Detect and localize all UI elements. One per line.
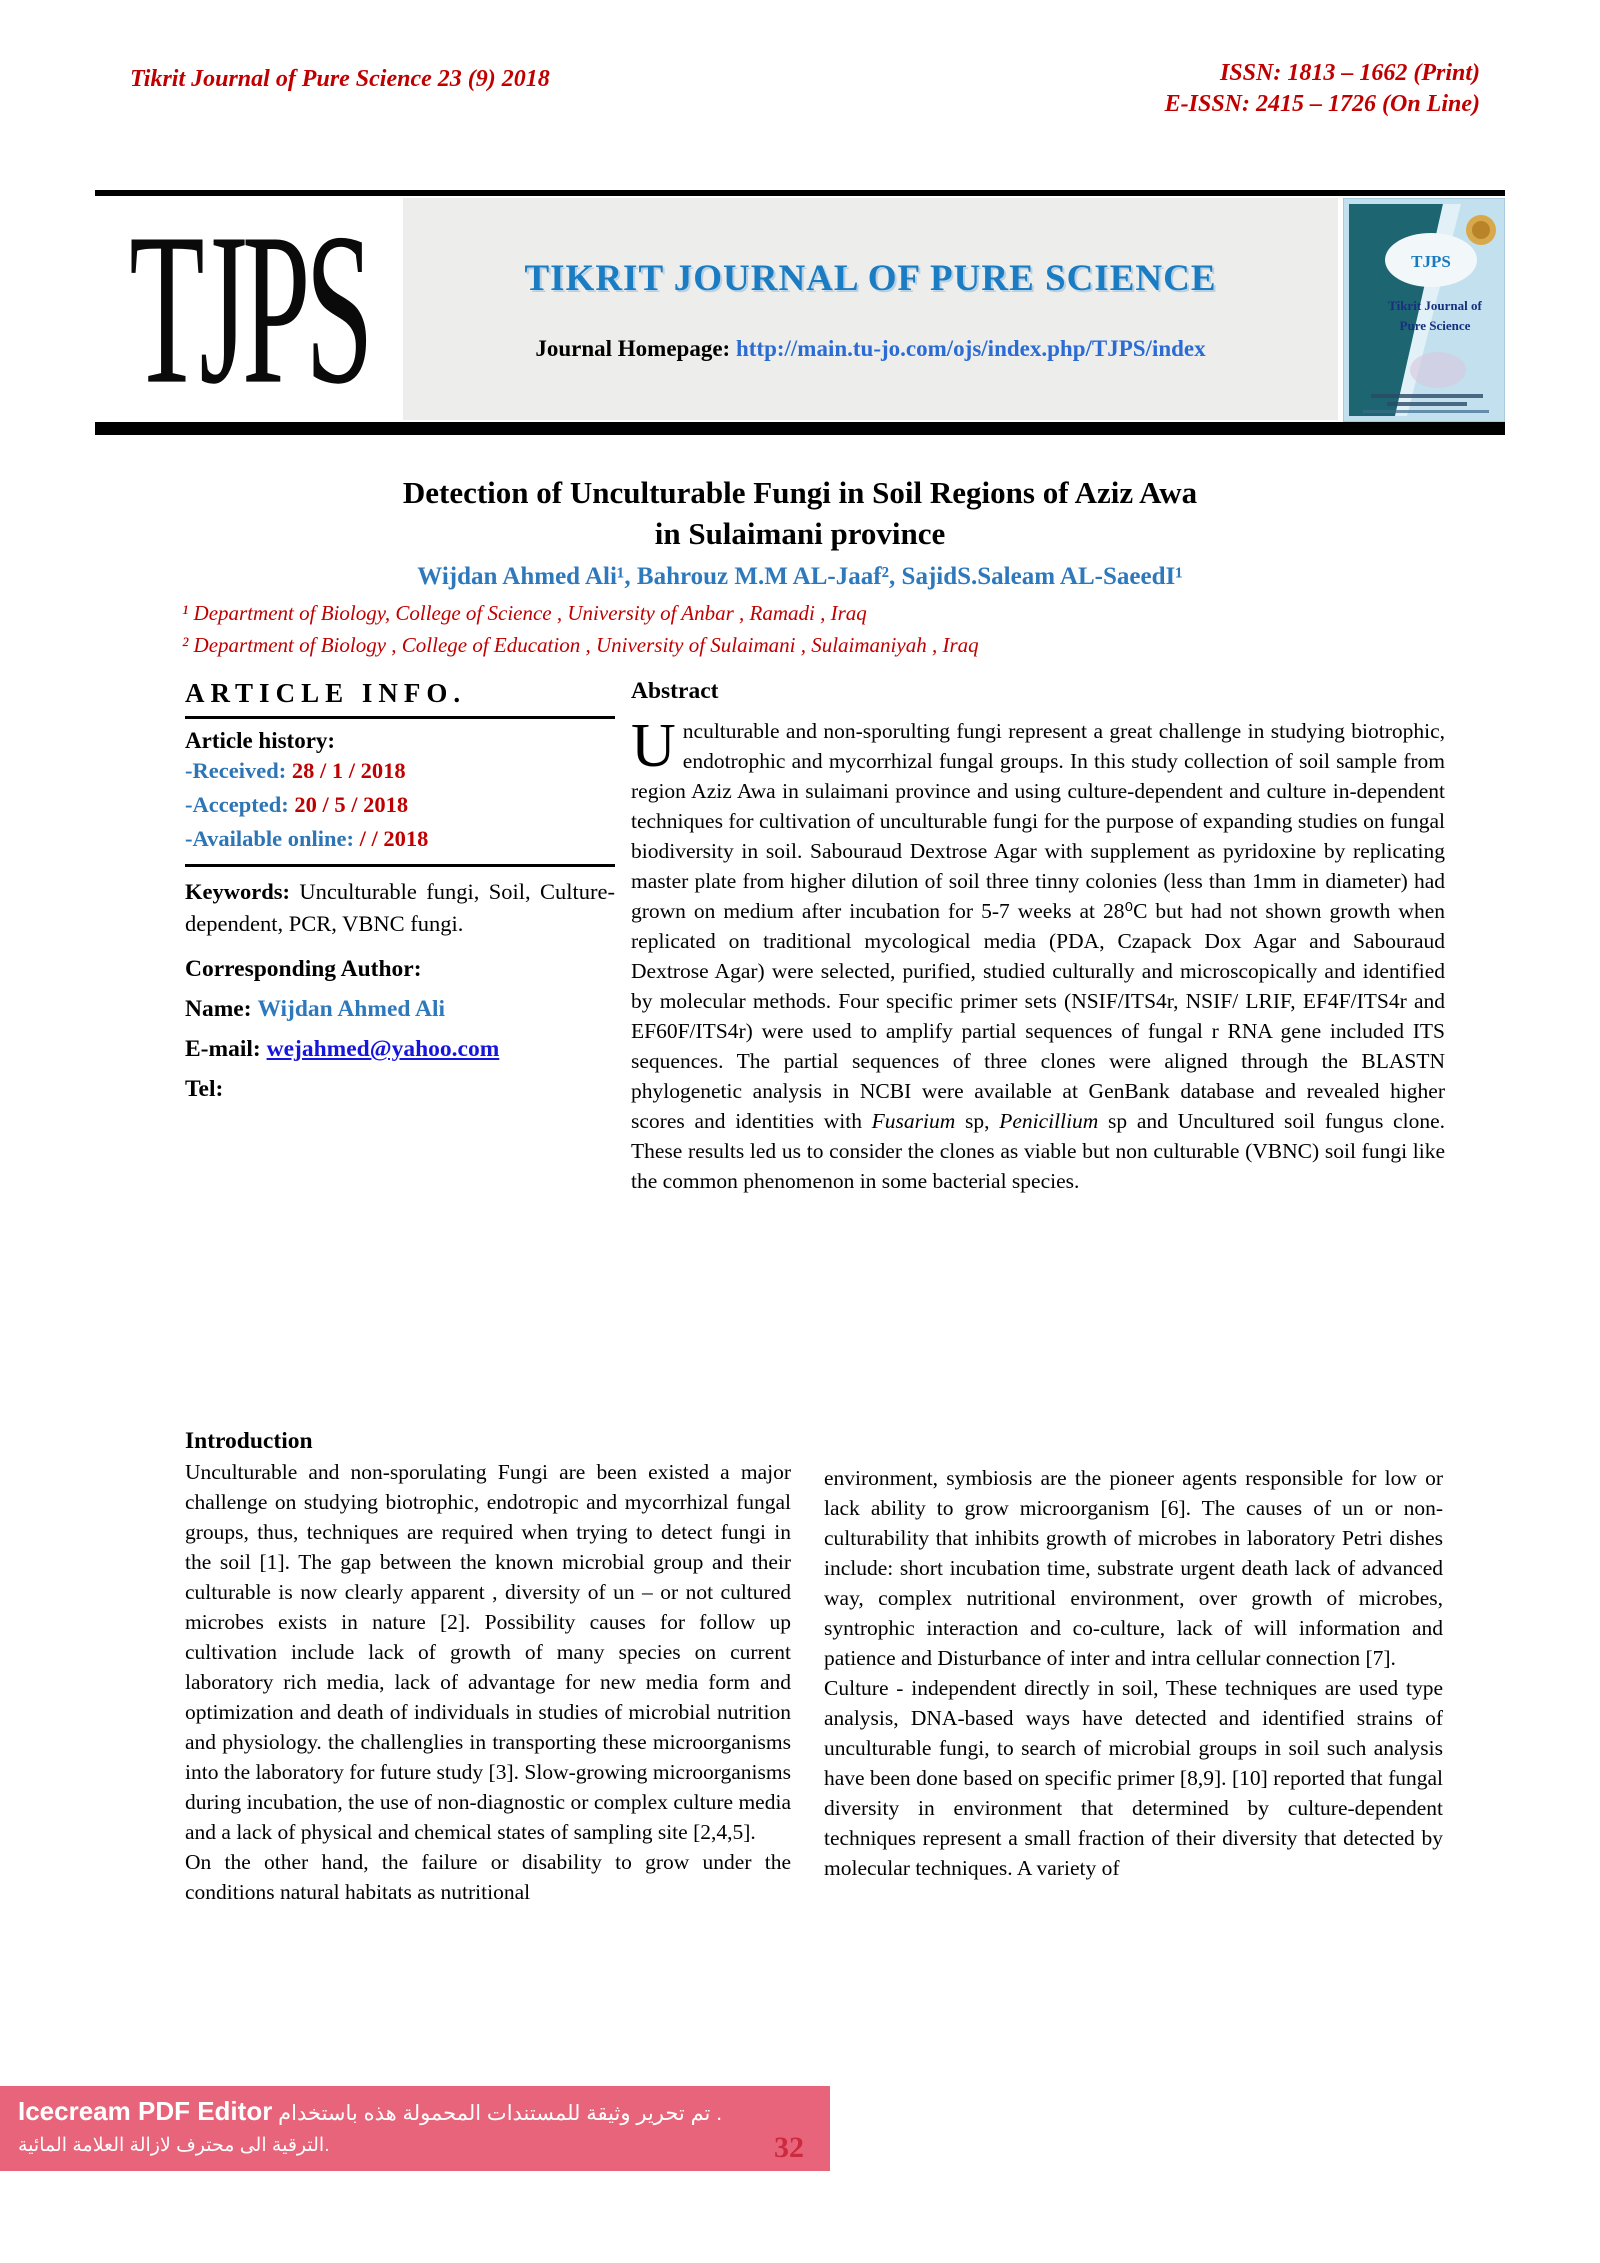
introduction-left-paragraph-2: On the other hand, the failure or disability to grow under the conditions natural habitats as nutritional [185, 1849, 791, 1904]
page-number: 32 [774, 2131, 804, 2164]
journal-cover-thumbnail [1343, 198, 1505, 420]
keywords-block [185, 876, 615, 940]
name-value: Wijdan Ahmed Ali [257, 996, 446, 1023]
watermark-line-2 [18, 2134, 808, 2157]
authors-line: Wijdan Ahmed Ali¹, Bahrouz M.M AL-Jaaf², SajidS.Saleam AL-SaeedI¹ [417, 563, 1183, 591]
issn-online: E-ISSN: 2415 – 1726 (On Line) [1164, 91, 1480, 118]
article-title-line1: Detection of Unculturable Fungi in Soil Regions of Aziz Awa [402, 475, 1198, 510]
author-name-line [185, 996, 615, 1023]
homepage-link[interactable]: http://main.tu-jo.com/ojs/index.php/TJPS/index [735, 335, 1206, 361]
issn-block [1165, 58, 1480, 120]
homepage-line [535, 336, 1205, 362]
abstract-part2: sp, [955, 1108, 1000, 1133]
accepted-value: 20 / 5 / 2018 [294, 791, 409, 817]
name-label: Name: [185, 996, 252, 1023]
watermark-line-1 [18, 2096, 808, 2127]
title-block [150, 472, 1450, 661]
watermark-arabic-1: تم تحرير وثيقة للمستندات المحمولة هذه باستخدام . [278, 2102, 723, 2125]
received-value: 28 / 1 / 2018 [291, 758, 406, 783]
introduction-left-paragraph-1: Unculturable and non-sporulating Fungi are been existed a major challenge on studying biotrophic, endotropic and mycorrhizal fungal groups, thus, techniques are required when trying to detect fungi in the soil [1]. The gap between the known microbial group and their culturable is now clearly apparent , diversity of un – or not cultured microbes exists in nature [2]. Possibility causes for follow up cultivation include lack of growth of many species on current laboratory rich media, lack of advantage for new media form and optimization and death of individuals in studies of microbial nutrition and physiology. the challenglies in transporting these microorganisms into the laboratory for future study [3]. Slow-growing microorganisms during incubation, the use of non-diagnostic or complex culture media and a lack of physical and chemical states of sampling site [2,4,5]. [185, 1460, 791, 1844]
affiliation-1: ¹ Department of Biology, College of Science , University of Anbar , Ramadi , Iraq [182, 601, 867, 626]
available-online-line [185, 822, 615, 856]
page-header [130, 58, 1480, 120]
introduction-right-paragraph-2: Culture - independent directly in soil, These techniques are used type analysis, DNA-based ways have detected and identified strains of unculturable fungi, to search of microbial groups in soil such analysis have been done based on specific primer [8,9]. [10] reported that fungal diversity in environment that determined by culture-dependent techniques represent a small fraction of their diversity that detected by molecular techniques. A variety of [824, 1675, 1443, 1880]
article-title [150, 472, 1450, 554]
introduction-right-paragraph-1: environment, symbiosis are the pioneer agents responsible for low or lack ability to grow microorganism [6]. The causes of un or non-culturability that inhibits growth of microbes in laboratory Petri dishes include: short incubation time, substrate urgent death lack of advanced way, complex nutritional environment, over growth of microbes, syntrophic interaction and co-culture, lack of will information and patience and Disturbance of inter and intra cellular connection [7]. [824, 1466, 1443, 1670]
abstract-heading: Abstract [631, 678, 719, 704]
keywords-text: Unculturable fungi, Soil, Culture-dependent, PCR, VBNC fungi. [185, 879, 615, 937]
abstract-text [631, 712, 1445, 1197]
journal-reference: Tikrit Journal of Pure Science 23 (9) 2018 [130, 66, 550, 92]
article-history-label: Article history: [185, 728, 336, 753]
abstract-part3: sp and Uncultured soil fungus clone. These results led us to consider the clones as viable but non culturable (VBNC) soil fungi like the common phenomenon in some bacterial species. [631, 1108, 1445, 1193]
watermark-arabic-2: الترقية الى محترف لازالة العلامة المائية. [18, 2135, 330, 2156]
author-tel-line [185, 1076, 615, 1103]
abstract-italic-fusarium: Fusarium [871, 1108, 956, 1133]
tjps-logo-text: TJPS [129, 188, 369, 430]
available-online-label: -Available online: [185, 825, 354, 851]
introduction-heading: Introduction [185, 1428, 313, 1454]
journal-cover-art [1343, 198, 1505, 422]
issn-print: ISSN: 1813 – 1662 (Print) [1219, 60, 1480, 86]
corresponding-author-label: Corresponding Author: [185, 956, 422, 983]
abstract-part1: nculturable and non-sporulting fungi represent a great challenge in studying biotrophic, endotrophic and mycorrhizal fungal groups. In this study collection of soil sample from region Aziz Awa in sulaimani province and using culture-dependent and culture in-dependent techniques for cultivation of unculturable fungi for the purpose of expanding studies on fungal biodiversity in soil. Sabouraud Dextrose Agar with supplement as pyridoxine by replicating master plate from higher dilution of soil three tinny colonies (less than 1mm in diameter) had grown on medium after incubation for 5-7 weeks at 28⁰C but had not shown growth when replicated on traditional mycological media (PDA, Czapack Dox Agar and Sabouraud Dextrose Agar) were selected, purified, studied culturally and microscopically and identified by molecular methods. Four specific primer sets (NSIF/ITS4r, NSIF/ LRIF, EF4F/ITS4r and EF60F/ITS4r) were used to amplify partial sequences of fungal r RNA gene included ITS sequences. The partial sequences of three clones were aligned through the BLASTN phylogenetic analysis in NCBI were available at GenBank database and revealed higher scores and identities with [631, 719, 1445, 1133]
abstract-dropcap: U [631, 712, 676, 780]
journal-name: TIKRIT JOURNAL OF PURE SCIENCE [524, 257, 1217, 299]
abstract-italic-penicillium: Penicillium [999, 1108, 1099, 1133]
banner-center-panel [403, 198, 1338, 420]
journal-banner [95, 190, 1505, 435]
received-label: -Received: [185, 758, 287, 783]
article-info-heading: ARTICLE INFO. [185, 678, 467, 708]
article-info-rule-1 [185, 716, 615, 719]
cover-tjps-text: TJPS [1411, 252, 1451, 271]
article-info-rule-2 [185, 864, 615, 867]
abstract-panel [631, 678, 1445, 1197]
cover-title-line2: Pure Science [1399, 318, 1471, 333]
article-info-panel [185, 678, 615, 1197]
accepted-line [185, 788, 615, 822]
introduction-left-column [185, 1428, 791, 1908]
email-link[interactable]: wejahmed@yahoo.com [266, 1036, 500, 1063]
tjps-logo [95, 188, 403, 430]
received-line [185, 754, 615, 788]
homepage-label: Journal Homepage: [535, 335, 731, 361]
introduction-section [185, 1428, 1443, 1908]
author-email-line [185, 1036, 615, 1063]
keywords-label: Keywords: [185, 879, 290, 905]
affiliations [182, 598, 1450, 661]
info-abstract-columns [185, 678, 1445, 1197]
banner-row [95, 188, 1505, 430]
pdf-editor-name: Icecream PDF Editor [18, 2096, 273, 2126]
accepted-label: -Accepted: [185, 791, 289, 817]
tel-label: Tel: [185, 1076, 224, 1103]
pdf-editor-watermark-bar [0, 2086, 830, 2171]
article-title-line2: in Sulaimani province [654, 516, 946, 552]
available-online-value: / / 2018 [359, 825, 429, 851]
cover-title-line1: Tikrit Journal of [1388, 298, 1482, 313]
email-label: E-mail: [185, 1036, 261, 1063]
affiliation-2: ² Department of Biology , College of Education , University of Sulaimani , Sulaimaniyah , Iraq [182, 632, 979, 657]
introduction-right-column [824, 1464, 1443, 1908]
